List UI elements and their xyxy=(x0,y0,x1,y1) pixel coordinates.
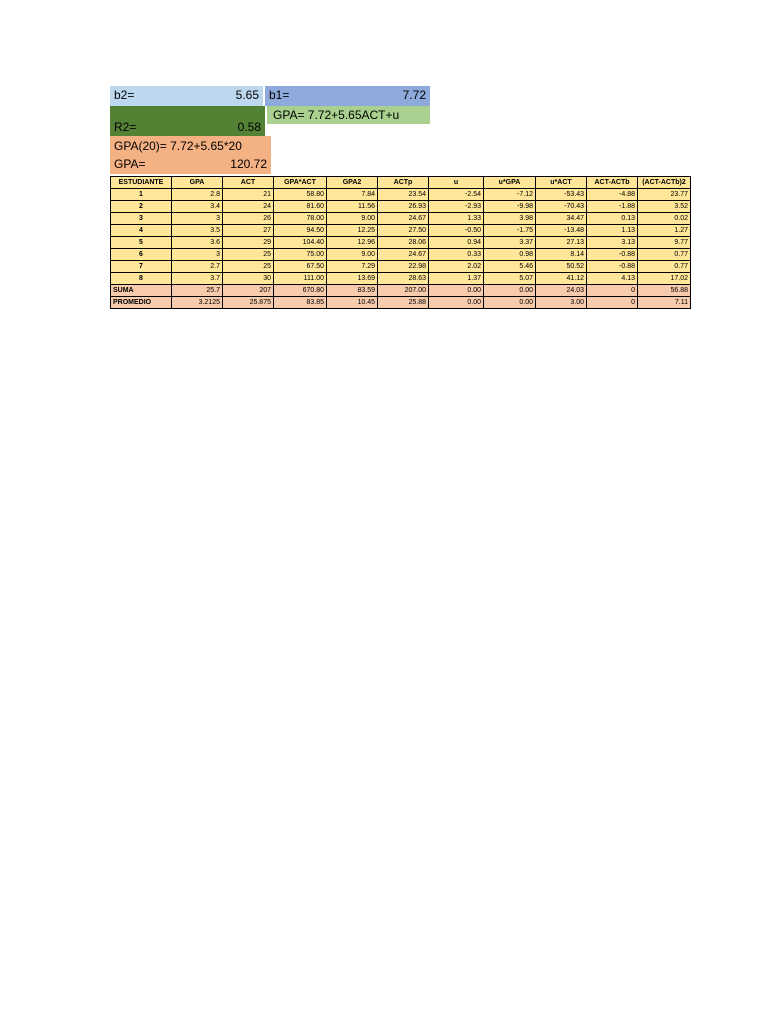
table-cell[interactable]: 207.00 xyxy=(378,285,429,297)
table-cell[interactable]: 25 xyxy=(223,249,274,261)
column-header[interactable]: ACT-ACTb xyxy=(587,177,638,189)
table-cell[interactable]: 0.77 xyxy=(638,249,691,261)
table-cell[interactable]: 2.8 xyxy=(172,189,223,201)
table-cell[interactable]: 5 xyxy=(111,237,172,249)
table-cell[interactable]: 9.00 xyxy=(327,213,378,225)
table-cell[interactable]: 670.80 xyxy=(274,285,327,297)
table-cell[interactable]: -13.48 xyxy=(536,225,587,237)
prediction-cell[interactable] xyxy=(110,136,271,174)
table-cell[interactable]: 23.54 xyxy=(378,189,429,201)
table-cell[interactable]: 67.50 xyxy=(274,261,327,273)
column-header[interactable]: u xyxy=(429,177,484,189)
table-cell[interactable]: PROMEDIO xyxy=(111,297,172,309)
table-cell[interactable]: 4.13 xyxy=(587,273,638,285)
table-cell[interactable]: 12.96 xyxy=(327,237,378,249)
column-header[interactable]: u*GPA xyxy=(484,177,536,189)
table-cell[interactable]: 24.03 xyxy=(536,285,587,297)
table-cell[interactable]: 58.80 xyxy=(274,189,327,201)
table-cell[interactable]: 0.00 xyxy=(484,285,536,297)
table-cell[interactable]: 25.7 xyxy=(172,285,223,297)
table-cell[interactable]: -1.88 xyxy=(587,201,638,213)
table-cell[interactable]: 56.88 xyxy=(638,285,691,297)
table-cell[interactable]: 81.60 xyxy=(274,201,327,213)
table-header-row xyxy=(111,177,691,189)
table-cell[interactable]: 104.40 xyxy=(274,237,327,249)
equation-text: GPA= 7.72+5.65ACT+u xyxy=(273,108,400,122)
table-cell[interactable]: 12.25 xyxy=(327,225,378,237)
table-cell[interactable]: SUMA xyxy=(111,285,172,297)
table-cell[interactable]: 50.52 xyxy=(536,261,587,273)
table-cell[interactable]: 3.7 xyxy=(172,273,223,285)
table-cell[interactable]: 9.77 xyxy=(638,237,691,249)
table-cell[interactable]: 41.12 xyxy=(536,273,587,285)
table-cell[interactable]: 29 xyxy=(223,237,274,249)
table-cell[interactable]: 10.45 xyxy=(327,297,378,309)
table-cell[interactable]: -4.88 xyxy=(587,189,638,201)
b2-value: 5.65 xyxy=(235,88,259,102)
table-cell[interactable]: 27.50 xyxy=(378,225,429,237)
table-cell[interactable]: 7.11 xyxy=(638,297,691,309)
table-cell[interactable]: 27 xyxy=(223,225,274,237)
table-cell[interactable]: 28.06 xyxy=(378,237,429,249)
table-cell[interactable]: -0.88 xyxy=(587,249,638,261)
table-cell[interactable]: 0.13 xyxy=(587,213,638,225)
table-cell[interactable]: 3.2125 xyxy=(172,297,223,309)
table-cell[interactable]: 2.02 xyxy=(429,261,484,273)
table-cell[interactable]: 83.59 xyxy=(327,285,378,297)
r2-label: R2= xyxy=(114,120,137,134)
table-cell[interactable]: 34.47 xyxy=(536,213,587,225)
table-cell[interactable]: 3.00 xyxy=(536,297,587,309)
table-cell[interactable]: 0 xyxy=(587,297,638,309)
table-cell[interactable]: 7 xyxy=(111,261,172,273)
equation-cell[interactable] xyxy=(267,106,430,124)
table-cell[interactable]: 0.02 xyxy=(638,213,691,225)
b2-label: b2= xyxy=(114,88,135,102)
table-cell[interactable]: 1.33 xyxy=(429,213,484,225)
table-cell[interactable]: 1.27 xyxy=(638,225,691,237)
table-cell[interactable]: 8.14 xyxy=(536,249,587,261)
prediction-formula: GPA(20)= 7.72+5.65*20 xyxy=(114,139,242,153)
column-header[interactable]: ACT xyxy=(223,177,274,189)
prediction-label: GPA= xyxy=(114,157,146,171)
table-row xyxy=(111,201,691,213)
table-cell[interactable]: 3.4 xyxy=(172,201,223,213)
table-cell[interactable]: 3 xyxy=(172,213,223,225)
table-row xyxy=(111,213,691,225)
table-row xyxy=(111,189,691,201)
prediction-value: 120.72 xyxy=(230,157,267,171)
table-cell[interactable]: -0.50 xyxy=(429,225,484,237)
table-cell[interactable]: 7.29 xyxy=(327,261,378,273)
r2-cell[interactable] xyxy=(110,106,265,136)
table-cell[interactable]: 30 xyxy=(223,273,274,285)
table-row xyxy=(111,225,691,237)
b2-cell[interactable] xyxy=(110,86,263,106)
table-cell[interactable]: -9.98 xyxy=(484,201,536,213)
table-cell[interactable]: 4 xyxy=(111,225,172,237)
table-cell[interactable]: 3 xyxy=(172,249,223,261)
column-header[interactable]: GPA*ACT xyxy=(274,177,327,189)
column-header[interactable]: u*ACT xyxy=(536,177,587,189)
table-cell[interactable]: 1.13 xyxy=(587,225,638,237)
table-cell[interactable]: 5.46 xyxy=(484,261,536,273)
table-cell[interactable]: 0 xyxy=(587,285,638,297)
table-cell[interactable]: 22.98 xyxy=(378,261,429,273)
column-header[interactable]: (ACT-ACTb)2 xyxy=(638,177,691,189)
table-cell[interactable]: 0.00 xyxy=(484,297,536,309)
table-cell[interactable]: 83.85 xyxy=(274,297,327,309)
table-cell[interactable]: 3.5 xyxy=(172,225,223,237)
table-row xyxy=(111,273,691,285)
table-cell[interactable]: 21 xyxy=(223,189,274,201)
table-cell[interactable]: -53.43 xyxy=(536,189,587,201)
table-cell[interactable]: 23.77 xyxy=(638,189,691,201)
table-cell[interactable]: 3.37 xyxy=(484,237,536,249)
table-cell[interactable]: 3 xyxy=(111,213,172,225)
table-row xyxy=(111,237,691,249)
table-cell[interactable]: -7.12 xyxy=(484,189,536,201)
table-row xyxy=(111,261,691,273)
table-cell[interactable]: 6 xyxy=(111,249,172,261)
table-cell[interactable]: 0.00 xyxy=(429,285,484,297)
column-header[interactable]: ESTUDIANTE xyxy=(111,177,172,189)
table-cell[interactable]: 13.69 xyxy=(327,273,378,285)
data-table xyxy=(110,176,691,309)
table-cell[interactable]: 3.98 xyxy=(484,213,536,225)
table-cell[interactable]: 0.98 xyxy=(484,249,536,261)
table-cell[interactable]: 28.63 xyxy=(378,273,429,285)
table-cell[interactable]: 9.00 xyxy=(327,249,378,261)
table-cell[interactable]: 75.00 xyxy=(274,249,327,261)
table-cell[interactable]: 111.00 xyxy=(274,273,327,285)
table-cell[interactable]: 5.07 xyxy=(484,273,536,285)
table-cell[interactable]: 25.875 xyxy=(223,297,274,309)
table-cell[interactable]: 0.33 xyxy=(429,249,484,261)
table-cell[interactable]: 24.67 xyxy=(378,213,429,225)
table-cell[interactable]: -0.88 xyxy=(587,261,638,273)
table-cell[interactable]: 7.84 xyxy=(327,189,378,201)
table-cell[interactable]: 3.6 xyxy=(172,237,223,249)
table-cell[interactable]: 78.00 xyxy=(274,213,327,225)
table-row xyxy=(111,249,691,261)
table-cell[interactable]: 2 xyxy=(111,201,172,213)
table-cell[interactable]: 25.88 xyxy=(378,297,429,309)
r2-value: 0.58 xyxy=(237,120,261,134)
column-header[interactable]: GPA2 xyxy=(327,177,378,189)
table-body xyxy=(111,189,691,309)
table-cell[interactable]: 26.93 xyxy=(378,201,429,213)
table-cell[interactable]: 25 xyxy=(223,261,274,273)
table-cell[interactable]: 24.67 xyxy=(378,249,429,261)
table-cell[interactable]: 1 xyxy=(111,189,172,201)
b1-cell[interactable] xyxy=(265,86,430,106)
table-cell[interactable]: -70.43 xyxy=(536,201,587,213)
summary-row xyxy=(111,297,691,309)
column-header[interactable]: GPA xyxy=(172,177,223,189)
table-cell[interactable]: 94.50 xyxy=(274,225,327,237)
table-cell[interactable]: 0.00 xyxy=(429,297,484,309)
b1-value: 7.72 xyxy=(402,88,426,102)
table-cell[interactable]: -2.54 xyxy=(429,189,484,201)
table-cell[interactable]: 8 xyxy=(111,273,172,285)
table-cell[interactable]: 0.77 xyxy=(638,261,691,273)
b1-label: b1= xyxy=(269,88,290,102)
table-cell[interactable]: 207 xyxy=(223,285,274,297)
table-cell[interactable]: 3.52 xyxy=(638,201,691,213)
table-cell[interactable]: -1.75 xyxy=(484,225,536,237)
table-cell[interactable]: 3.13 xyxy=(587,237,638,249)
column-header[interactable]: ACTp xyxy=(378,177,429,189)
table-cell[interactable]: 11.56 xyxy=(327,201,378,213)
table-cell[interactable]: 24 xyxy=(223,201,274,213)
table-cell[interactable]: 1.37 xyxy=(429,273,484,285)
table-cell[interactable]: 26 xyxy=(223,213,274,225)
table-cell[interactable]: 0.94 xyxy=(429,237,484,249)
table-cell[interactable]: 17.02 xyxy=(638,273,691,285)
summary-row xyxy=(111,285,691,297)
table-cell[interactable]: 27.13 xyxy=(536,237,587,249)
table-cell[interactable]: 2.7 xyxy=(172,261,223,273)
table-cell[interactable]: -2.93 xyxy=(429,201,484,213)
